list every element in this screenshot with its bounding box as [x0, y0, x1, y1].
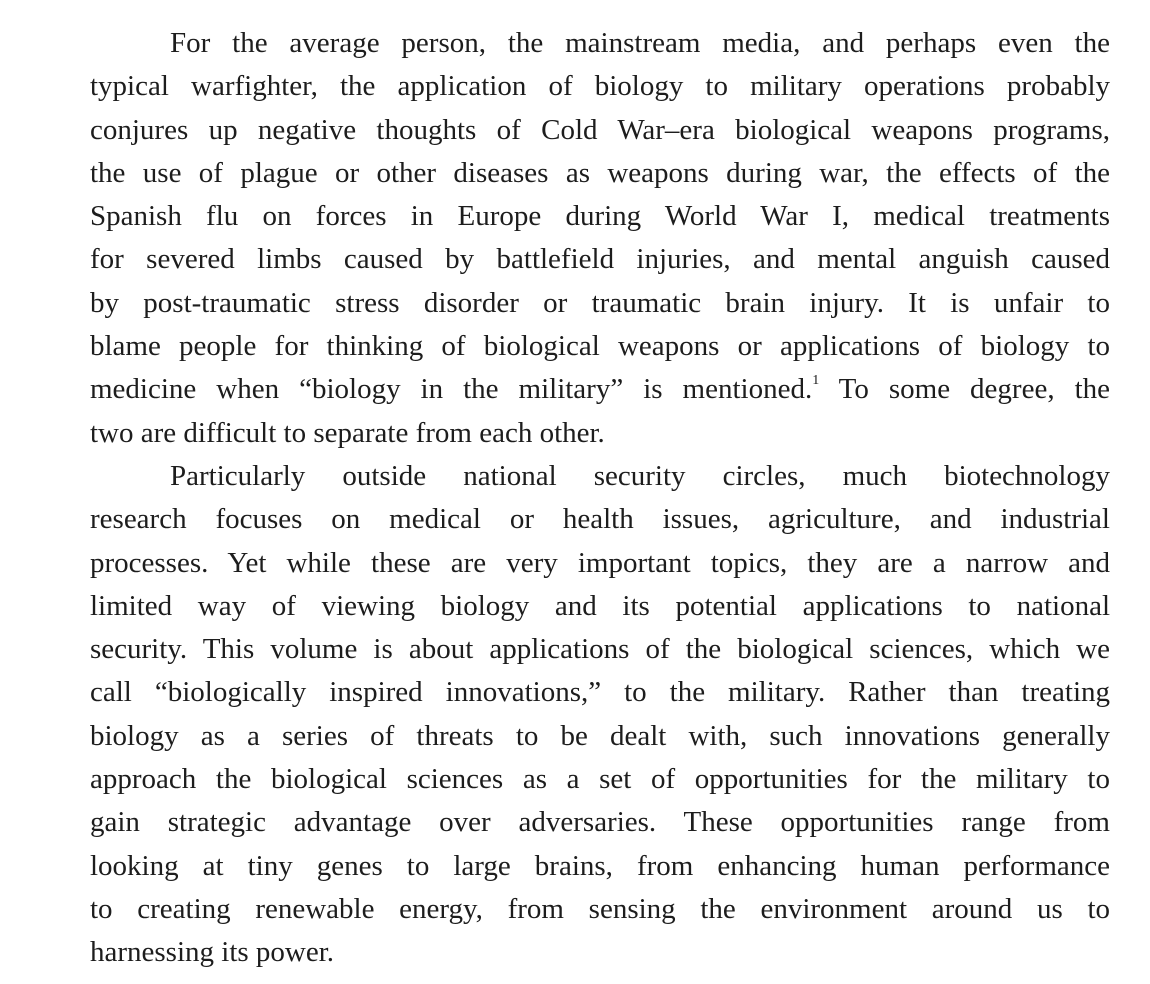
text-line: Spanish flu on forces in Europe during World War I, medical treatments — [90, 200, 1110, 233]
text-line: biology as a series of threats to be dealt with, such innovations generally — [90, 719, 1110, 752]
text-line: two are difficult to separate from each other. — [90, 416, 605, 449]
text-line: conjures up negative thoughts of Cold War–era biological weapons programs, — [90, 113, 1110, 146]
paragraph-1 — [90, 22, 1110, 455]
text-line: research focuses on medical or health issues, agriculture, and industrial — [90, 503, 1110, 536]
paragraph-2 — [90, 455, 1110, 975]
text-line: Particularly outside national security circles, much biotechnology — [170, 459, 1110, 492]
text-line: for severed limbs caused by battlefield injuries, and mental anguish caused — [90, 243, 1110, 276]
text-line: limited way of viewing biology and its potential applications to national — [90, 589, 1110, 622]
text-segment: medicine when “biology in the military” is mentioned. — [90, 373, 813, 406]
text-line-with-footnote — [90, 368, 1110, 411]
text-line: gain strategic advantage over adversaries. These opportunities range from — [90, 806, 1110, 839]
text-line: security. This volume is about applications of the biological sciences, which we — [90, 633, 1110, 666]
text-line: typical warfighter, the application of biology to military operations probably — [90, 70, 1110, 103]
text-line: call “biologically inspired innovations,” to the military. Rather than treating — [90, 676, 1110, 709]
footnote-marker: 1 — [812, 373, 820, 389]
text-line: blame people for thinking of biological weapons or applications of biology to — [90, 330, 1110, 363]
text-line: processes. Yet while these are very important topics, they are a narrow and — [90, 546, 1110, 579]
text-line: to creating renewable energy, from sensing the environment around us to — [90, 892, 1110, 925]
text-line: the use of plague or other diseases as weapons during war, the effects of the — [90, 156, 1110, 189]
document-body — [90, 22, 1110, 975]
text-segment: To some degree, the — [819, 373, 1110, 406]
text-line: For the average person, the mainstream media, and perhaps even the — [170, 27, 1110, 59]
text-line: looking at tiny genes to large brains, from enhancing human performance — [90, 849, 1110, 882]
text-line: by post-traumatic stress disorder or traumatic brain injury. It is unfair to — [90, 286, 1110, 319]
text-line: approach the biological sciences as a set of opportunities for the military to — [90, 763, 1110, 796]
text-line: harnessing its power. — [90, 936, 335, 969]
